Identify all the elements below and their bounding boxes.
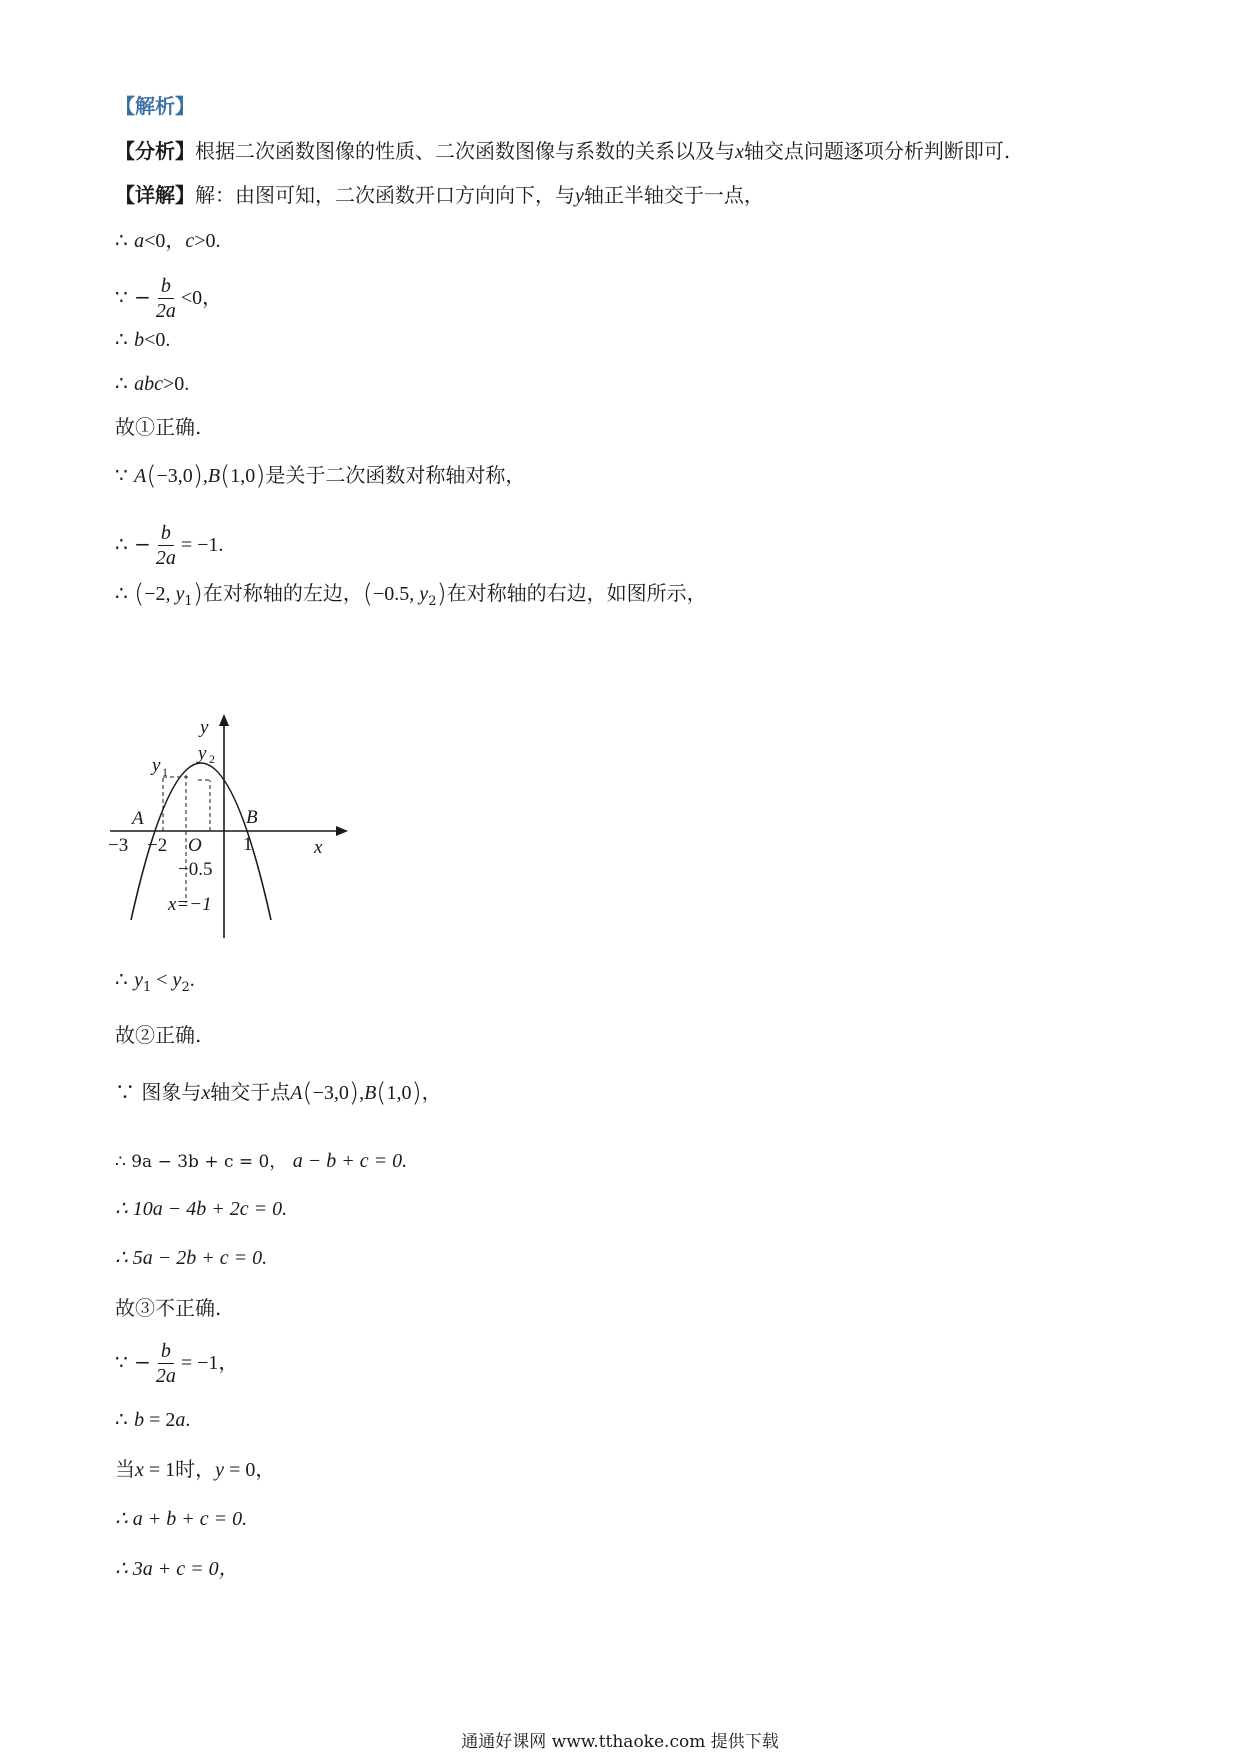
step-line: ∴ 9a − 3b + c = 0， a − b + c = 0. xyxy=(115,1150,408,1172)
step-line: ∵ A(−3,0),B(1,0)是关于二次函数对称轴对称， xyxy=(115,461,526,491)
y-axis-arrow xyxy=(219,714,229,726)
step-line: ∴ 3a + c = 0， xyxy=(115,1558,239,1580)
step-line: ∴ a<0，c>0. xyxy=(115,228,221,252)
step-line: 当x = 1时，y = 0， xyxy=(115,1457,276,1481)
parabola-graph xyxy=(108,713,358,953)
axis-x-label: x xyxy=(314,837,323,858)
label-O: O xyxy=(188,835,202,856)
tick-minus2: −2 xyxy=(147,835,168,856)
axis-y-label: y xyxy=(200,717,209,738)
tick-1: 1 xyxy=(243,834,253,855)
detail-line: 【详解】解：由图可知，二次函数开口方向向下，与y轴正半轴交于一点， xyxy=(115,183,764,207)
tick-minus3: −3 xyxy=(108,835,129,856)
step-line: ∴ b<0. xyxy=(115,327,171,351)
conclusion-line: 故③不正确. xyxy=(115,1296,222,1320)
analysis-tag: 【分析】 xyxy=(115,139,195,163)
step-line: ∴ abc>0. xyxy=(115,371,190,395)
x-axis-arrow xyxy=(336,826,348,836)
label-A: A xyxy=(132,808,144,829)
label-y1: y xyxy=(152,755,161,776)
detail-tag: 【详解】 xyxy=(115,183,195,207)
step-line-fraction: ∴ − $\frac{b}{2a}$ = −1. xyxy=(115,522,224,569)
label-B: B xyxy=(246,807,258,828)
conclusion-line: 故②正确. xyxy=(115,1023,202,1047)
step-line: ∴ a + b + c = 0. xyxy=(115,1508,248,1530)
step-line: ∵ 图象与x轴交于点A(−3,0),B(1,0)， xyxy=(115,1078,442,1108)
step-line: ∴ 5a − 2b + c = 0. xyxy=(115,1247,268,1269)
step-line: ∴ (−2, $y_1$)在对称轴的左边，(−0.5, $y_2$)在对称轴的右边，如图所示， xyxy=(115,579,707,609)
step-line: ∴ b = 2a. xyxy=(115,1407,191,1431)
tick-minus05: −0.5 xyxy=(178,859,213,880)
axis-of-symmetry-label: x=−1 xyxy=(168,894,212,915)
label-y2-sub: 2 xyxy=(209,752,215,766)
footer-credit: 通通好课网 www.tthaoke.com 提供下载 xyxy=(461,1732,779,1752)
step-line: ∴ 10a − 4b + 2c = 0. xyxy=(115,1198,288,1220)
step-line-fraction: ∵ − $\frac{b}{2a}$ <0， xyxy=(115,275,223,322)
step-line-fraction: ∵ − $\frac{b}{2a}$ = −1， xyxy=(115,1340,239,1387)
label-y1-sub: 1 xyxy=(162,765,168,779)
section-header: 【解析】 xyxy=(115,94,195,118)
analysis-line: 【分析】根据二次函数图像的性质、二次函数图像与系数的关系以及与x轴交点问题逐项分析判断即可. xyxy=(115,139,1011,163)
conclusion-line: 故①正确. xyxy=(115,415,202,439)
label-y2: y xyxy=(198,743,207,764)
step-line: ∴ $y_1 < y_2$. xyxy=(115,967,195,995)
